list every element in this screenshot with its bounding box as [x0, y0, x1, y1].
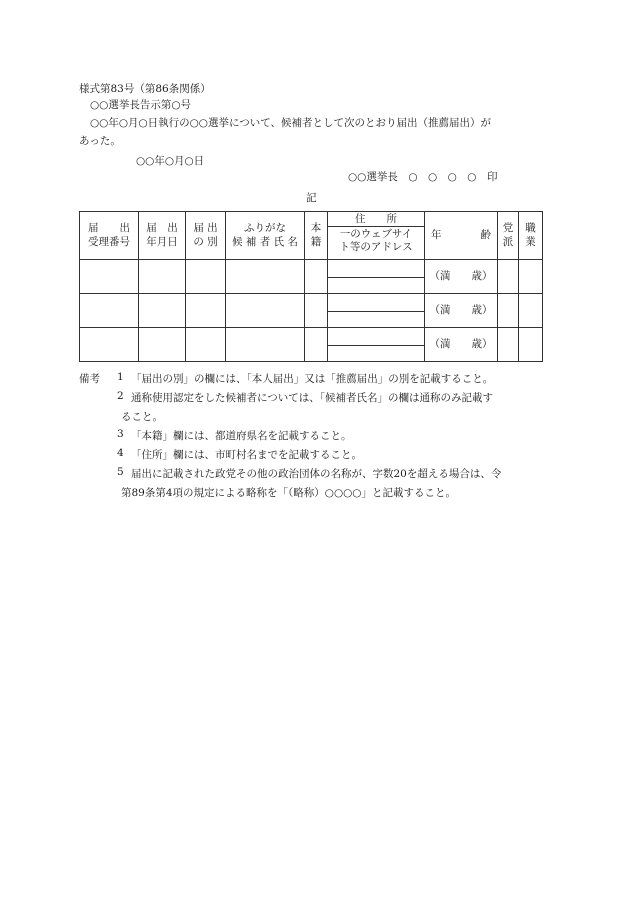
cell-receipt [80, 328, 139, 362]
note-text-continuation: ること。 [121, 411, 163, 423]
header-type-bottom: の 別 [193, 235, 218, 248]
note-text: 通称使用認定をした候補者については、「候補者氏名」の欄は通称のみ記載す [131, 392, 494, 404]
cell-party [498, 260, 519, 294]
note-item [79, 371, 549, 390]
header-website-line2: ト等のアドレス [339, 241, 413, 254]
age-placeholder: （満 歳） [429, 303, 493, 316]
body-text-line-2: あった。 [79, 135, 121, 147]
cell-type [186, 294, 226, 328]
header-website-line1: 一のウェブサイ [339, 228, 413, 240]
cell-type [186, 328, 226, 362]
header-age-right: 齢 [480, 228, 491, 241]
header-party-bottom: 派 [502, 235, 514, 248]
note-text: 「本籍」欄には、都道府県名を記載すること。 [131, 430, 352, 442]
table-row [80, 328, 543, 362]
header-type-top: 届 出 [193, 222, 218, 235]
header-receipt-top: 届 出 [88, 222, 130, 235]
notice-number: ○○選挙長告示第○号 [90, 99, 191, 111]
note-number: 4 [117, 447, 124, 459]
header-age-left: 年 [431, 228, 442, 241]
ki-heading: 記 [306, 192, 317, 204]
form-number: 様式第83号（第86条関係） [79, 83, 211, 95]
cell-receipt [80, 260, 139, 294]
note-text: 「届出の別」の欄には、「本人届出」又は「推薦届出」の別を記載すること。 [131, 373, 494, 385]
header-occupation-bottom: 業 [525, 235, 536, 248]
header-candidate-name [226, 212, 305, 260]
note-item-continuation [79, 485, 549, 504]
header-receipt-number [80, 212, 139, 260]
body-text-line-1: ○○年○月○日執行の○○選挙について、候補者として次のとおり届出（推薦届出）が [90, 117, 492, 129]
cell-address [328, 328, 425, 362]
header-furigana: ふりがな [244, 222, 286, 235]
header-receipt-bottom: 受理番号 [88, 235, 130, 248]
cell-address [328, 260, 425, 294]
cell-age [425, 328, 498, 362]
note-text: 「住所」欄には、市町村名までを記載すること。 [131, 449, 362, 461]
note-text: 届出に記載された政党その他の政治団体の名称が、字数20を超える場合は、令 [131, 468, 502, 480]
cell-name [226, 260, 305, 294]
cell-occupation [519, 294, 543, 328]
header-occupation-top: 職 [525, 222, 536, 235]
cell-date [139, 328, 186, 362]
cell-age [425, 260, 498, 294]
cell-name [226, 294, 305, 328]
note-item [79, 390, 549, 409]
note-number: 5 [117, 466, 124, 478]
cell-party [498, 328, 519, 362]
notes-section [79, 371, 549, 504]
note-item-continuation [79, 409, 549, 428]
header-filing-date [139, 212, 186, 260]
notice-date: ○○年○月○日 [136, 155, 205, 167]
cell-honseki [305, 294, 328, 328]
cell-address [328, 294, 425, 328]
table-row [80, 294, 543, 328]
age-placeholder: （満 歳） [429, 337, 493, 350]
cell-occupation [519, 260, 543, 294]
note-text-continuation: 第89条第4項の規定による略称を「（略称）○○○○」と記載すること。 [121, 487, 456, 499]
cell-type [186, 260, 226, 294]
cell-honseki [305, 328, 328, 362]
notes-label: 備考 [79, 373, 100, 385]
header-occupation [519, 212, 543, 260]
candidate-table [79, 211, 543, 362]
note-number: 2 [117, 390, 124, 402]
header-date-top: 届 出 [146, 222, 178, 235]
note-number: 3 [117, 428, 124, 440]
note-item [79, 466, 549, 485]
cell-receipt [80, 294, 139, 328]
header-party-top: 党 [502, 222, 514, 235]
header-honseki [305, 212, 328, 260]
header-honseki-top: 本 [310, 222, 322, 235]
table-header-row [80, 212, 543, 260]
cell-occupation [519, 328, 543, 362]
cell-age [425, 294, 498, 328]
header-address-top: 住 所 [328, 212, 424, 227]
header-age [425, 212, 498, 260]
header-filing-type [186, 212, 226, 260]
header-address [328, 212, 425, 260]
header-party [498, 212, 519, 260]
header-date-bottom: 年月日 [146, 235, 178, 248]
cell-honseki [305, 260, 328, 294]
header-name: 候 補 者 氏 名 [232, 235, 298, 248]
header-honseki-bottom: 籍 [310, 235, 322, 248]
cell-date [139, 294, 186, 328]
note-item [79, 428, 549, 447]
note-number: 1 [117, 371, 124, 383]
table-row [80, 260, 543, 294]
cell-party [498, 294, 519, 328]
age-placeholder: （満 歳） [429, 269, 493, 282]
cell-date [139, 260, 186, 294]
note-item [79, 447, 549, 466]
election-chief-signature: ○○選挙長 ○ ○ ○ ○ 印 [348, 171, 498, 183]
cell-name [226, 328, 305, 362]
